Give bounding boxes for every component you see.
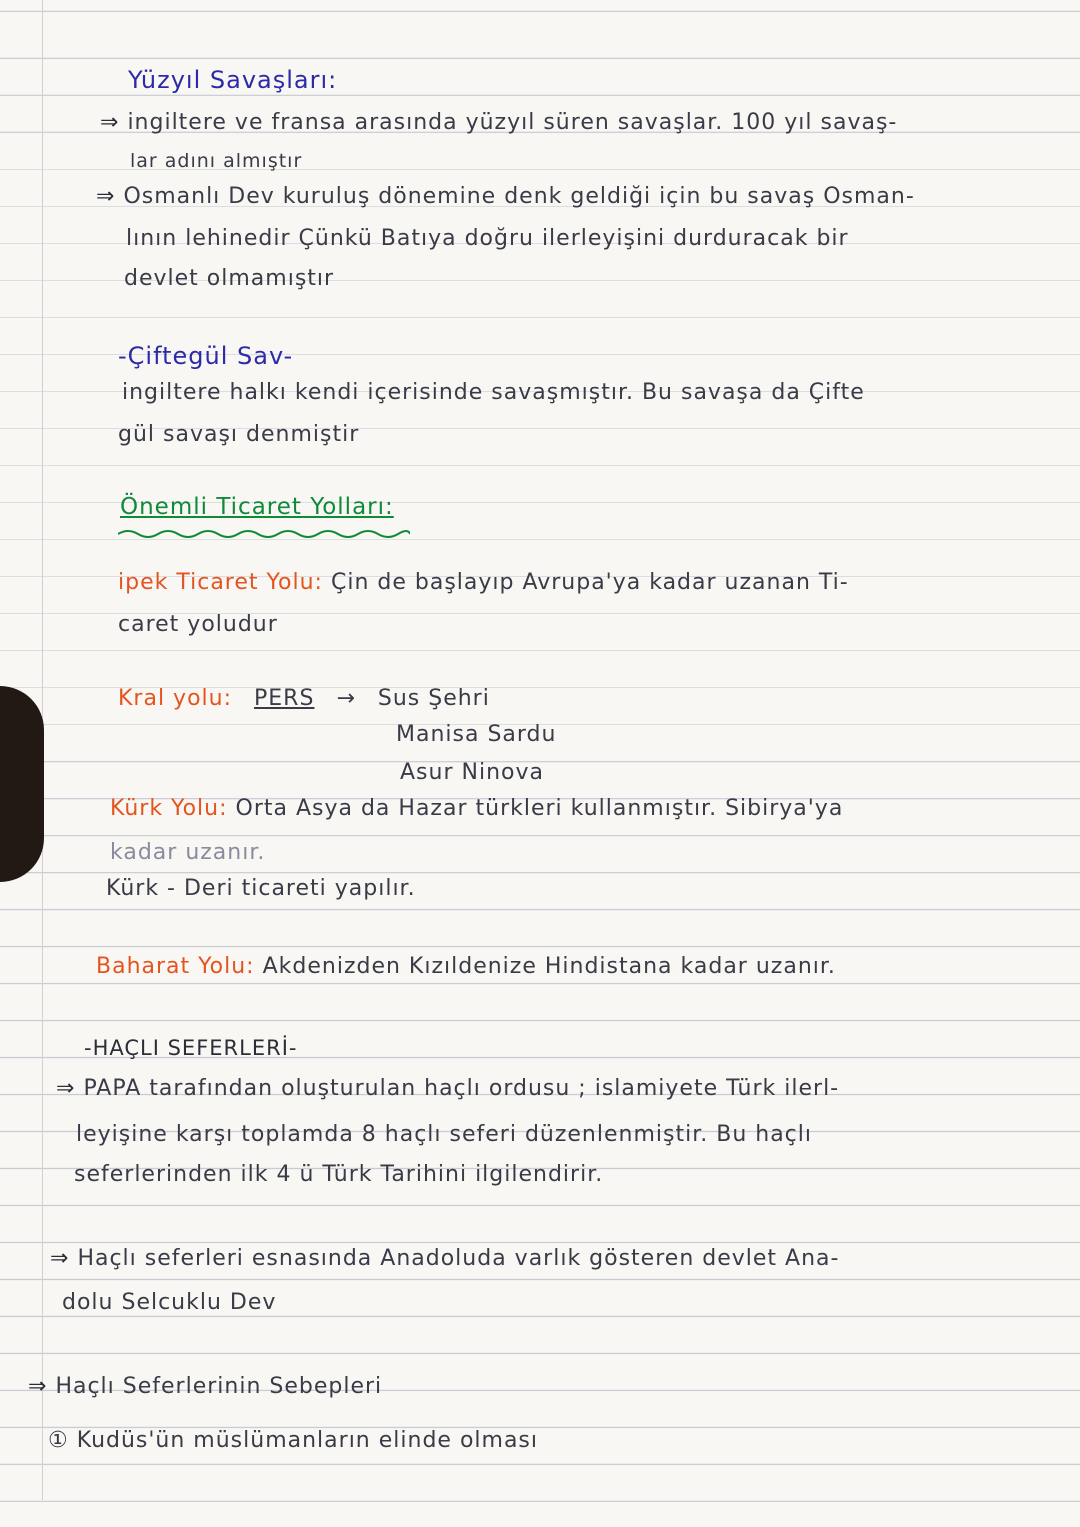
ipek-text: Çin de başlayıp Avrupa'ya kadar uzanan Ti- xyxy=(330,570,849,595)
paragraph-line: kadar uzanır. xyxy=(110,840,266,865)
list-item xyxy=(48,1428,538,1453)
paragraph-line: dolu Selcuklu Dev xyxy=(62,1290,277,1315)
paragraph-line xyxy=(50,1246,839,1271)
subsection-title: Haçlı Seferlerinin Sebepleri xyxy=(55,1374,383,1399)
section-title-ciftegul: -Çiftegül Sav- xyxy=(118,342,294,370)
arrow-icon: ⇒ xyxy=(50,1246,70,1271)
kurk-line xyxy=(110,796,843,821)
kral-item: Manisa Sardu xyxy=(396,722,557,747)
kral-pers: PERS xyxy=(254,686,315,711)
wavy-underline xyxy=(118,528,410,540)
baharat-label: Baharat Yolu: xyxy=(96,954,255,979)
arrow-icon: ⇒ xyxy=(56,1076,76,1101)
paragraph-line xyxy=(96,184,915,209)
arrow-icon: ⇒ xyxy=(100,110,120,135)
section-title-hacli: -HAÇLI SEFERLERİ- xyxy=(84,1036,298,1060)
section-title-yuzyil: Yüzyıl Savaşları: xyxy=(128,66,338,94)
paragraph-line: leyişine karşı toplamda 8 haçlı seferi düzenlenmiştir. Bu haçlı xyxy=(76,1122,812,1147)
paragraph-line: seferlerinden ilk 4 ü Türk Tarihini ilgilendirir. xyxy=(74,1162,604,1187)
paragraph-line xyxy=(28,1374,382,1399)
paragraph-line xyxy=(100,110,897,135)
text: Osmanlı Dev kuruluş dönemine denk geldiği için bu savaş Osman- xyxy=(123,184,915,209)
paragraph-line: gül savaşı denmiştir xyxy=(118,422,360,447)
arrow-icon: → xyxy=(336,686,356,711)
paragraph-line: lının lehinedir Çünkü Batıya doğru ilerleyişini durduracak bir xyxy=(126,226,849,251)
text: ingiltere ve fransa arasında yüzyıl süren savaşlar. 100 yıl savaş- xyxy=(127,110,898,135)
ipek-line xyxy=(118,570,849,595)
arrow-icon: ⇒ xyxy=(28,1374,48,1399)
paragraph-line: Kürk - Deri ticareti yapılır. xyxy=(106,876,416,901)
list-item-text: Kudüs'ün müslümanların elinde olması xyxy=(76,1428,538,1453)
circled-number-icon: ① xyxy=(48,1428,69,1453)
kurk-label: Kürk Yolu: xyxy=(110,796,228,821)
text: PAPA tarafından oluşturulan haçlı ordusu ; islamiyete Türk ilerl- xyxy=(83,1076,840,1101)
kral-item: Sus Şehri xyxy=(377,686,490,711)
ipek-label: ipek Ticaret Yolu: xyxy=(118,570,323,595)
text: Haçlı seferleri esnasında Anadoluda varlık gösteren devlet Ana- xyxy=(77,1246,840,1271)
paragraph-line xyxy=(56,1076,839,1101)
kral-line xyxy=(118,686,490,711)
baharat-line xyxy=(96,954,836,979)
kral-item: Asur Ninova xyxy=(400,760,544,785)
thumb-shadow xyxy=(0,686,44,882)
baharat-text: Akdenizden Kızıldenize Hindistana kadar uzanır. xyxy=(262,954,836,979)
paragraph-line: devlet olmamıştır xyxy=(124,266,335,291)
kral-label: Kral yolu: xyxy=(118,686,233,711)
paragraph-line: lar adını almıştır xyxy=(130,150,303,172)
paragraph-line: ingiltere halkı kendi içerisinde savaşmıştır. Bu savaşa da Çifte xyxy=(122,380,865,405)
section-title-ticaret: Önemli Ticaret Yolları: xyxy=(120,494,394,520)
arrow-icon: ⇒ xyxy=(96,184,116,209)
kurk-text: Orta Asya da Hazar türkleri kullanmıştır. Sibirya'ya xyxy=(235,796,844,821)
paragraph-line: caret yoludur xyxy=(118,612,278,637)
